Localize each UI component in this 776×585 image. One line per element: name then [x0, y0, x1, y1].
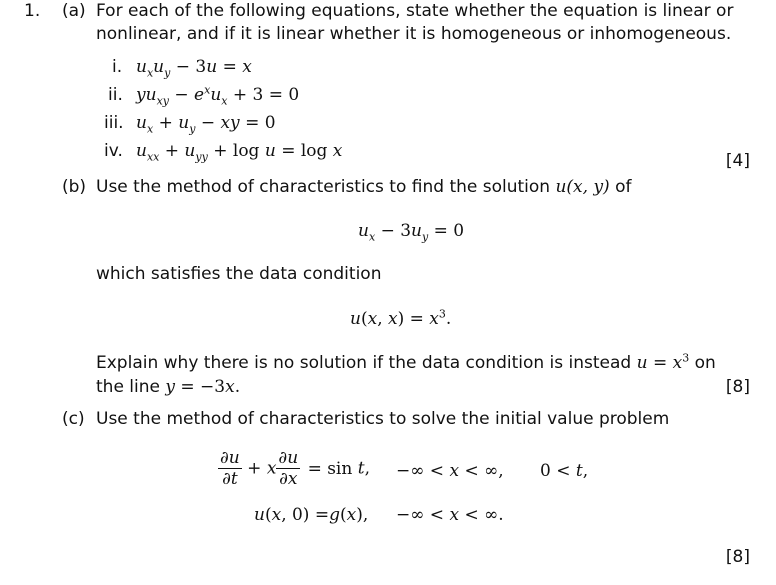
du-dt-fraction: $\frac{\partial u}{\partial t}$ [220, 448, 240, 489]
question-number: 1. [24, 1, 41, 21]
part-b-text-before: Use the method of characteristics to find the solution [96, 177, 551, 197]
part-c-eq1-domain2: 0 < t, [540, 461, 589, 481]
part-b-explain-line2-prefix: the line [96, 377, 160, 397]
part-b-text-after: of [615, 177, 632, 197]
part-b-pde: $u_x - 3u_y = 0$ [358, 221, 465, 244]
part-c-text: Use the method of characteristics to solve the initial value problem [96, 409, 670, 429]
part-b-explain-prefix: Explain why there is no solution if the data condition is instead [96, 353, 632, 373]
item-iii-equation: $u_x + u_y$ − xy = 0 [136, 113, 276, 136]
part-b-explain-on: on [694, 353, 716, 373]
part-b-text [96, 176, 631, 198]
part-c-eq1-domain: −∞ < x < ∞, [396, 461, 504, 481]
part-b-explain-line2 [96, 376, 240, 398]
part-b-explain-line2-eq: y = −3x. [165, 377, 241, 397]
part-a-text-line1: For each of the following equations, state whether the equation is linear or [96, 1, 734, 21]
item-i-equation: $u_xu_y - 3u = x$ [136, 57, 252, 80]
part-b-explain-line1 [96, 352, 716, 374]
item-ii-label: ii. [108, 85, 123, 105]
part-b-label: (b) [62, 177, 87, 197]
part-a-label: (a) [62, 1, 86, 21]
part-b-marks: [8] [725, 377, 750, 397]
part-c-eq2-domain: −∞ < x < ∞. [396, 505, 504, 525]
item-i-label: i. [112, 57, 123, 77]
part-b-func: u(x, y) [555, 177, 610, 197]
part-c-equation-1: $\frac{\partial u}{\partial t}$ + x $\frac{\partial u}{\partial x}$ = sin t, [220, 448, 370, 489]
part-a-text-line2: nonlinear, and if it is linear whether it is homogeneous or inhomogeneous. [96, 24, 732, 44]
item-ii-equation: $yu_{xy} - e^xu_x + 3 = 0$ [136, 83, 300, 108]
part-c-label: (c) [62, 409, 85, 429]
part-b-data-text: which satisfies the data condition [96, 264, 382, 284]
item-iii-label: iii. [104, 113, 124, 133]
part-b-explain-cond: $u = x^3$ [636, 351, 690, 373]
item-iv-label: iv. [104, 141, 123, 161]
part-c-marks: [8] [725, 547, 750, 567]
part-a-marks: [4] [725, 151, 750, 171]
du-dx-fraction: $\frac{\partial u}{\partial x}$ [278, 448, 299, 489]
part-b-data-condition: u(x, $x) = x^3$. [350, 307, 452, 329]
part-c-equation-2: u(x, 0) =g(x), [254, 505, 369, 525]
item-iv-equation: $u_{xx} + u_{yy} + \log u = \log x$ [136, 141, 343, 164]
